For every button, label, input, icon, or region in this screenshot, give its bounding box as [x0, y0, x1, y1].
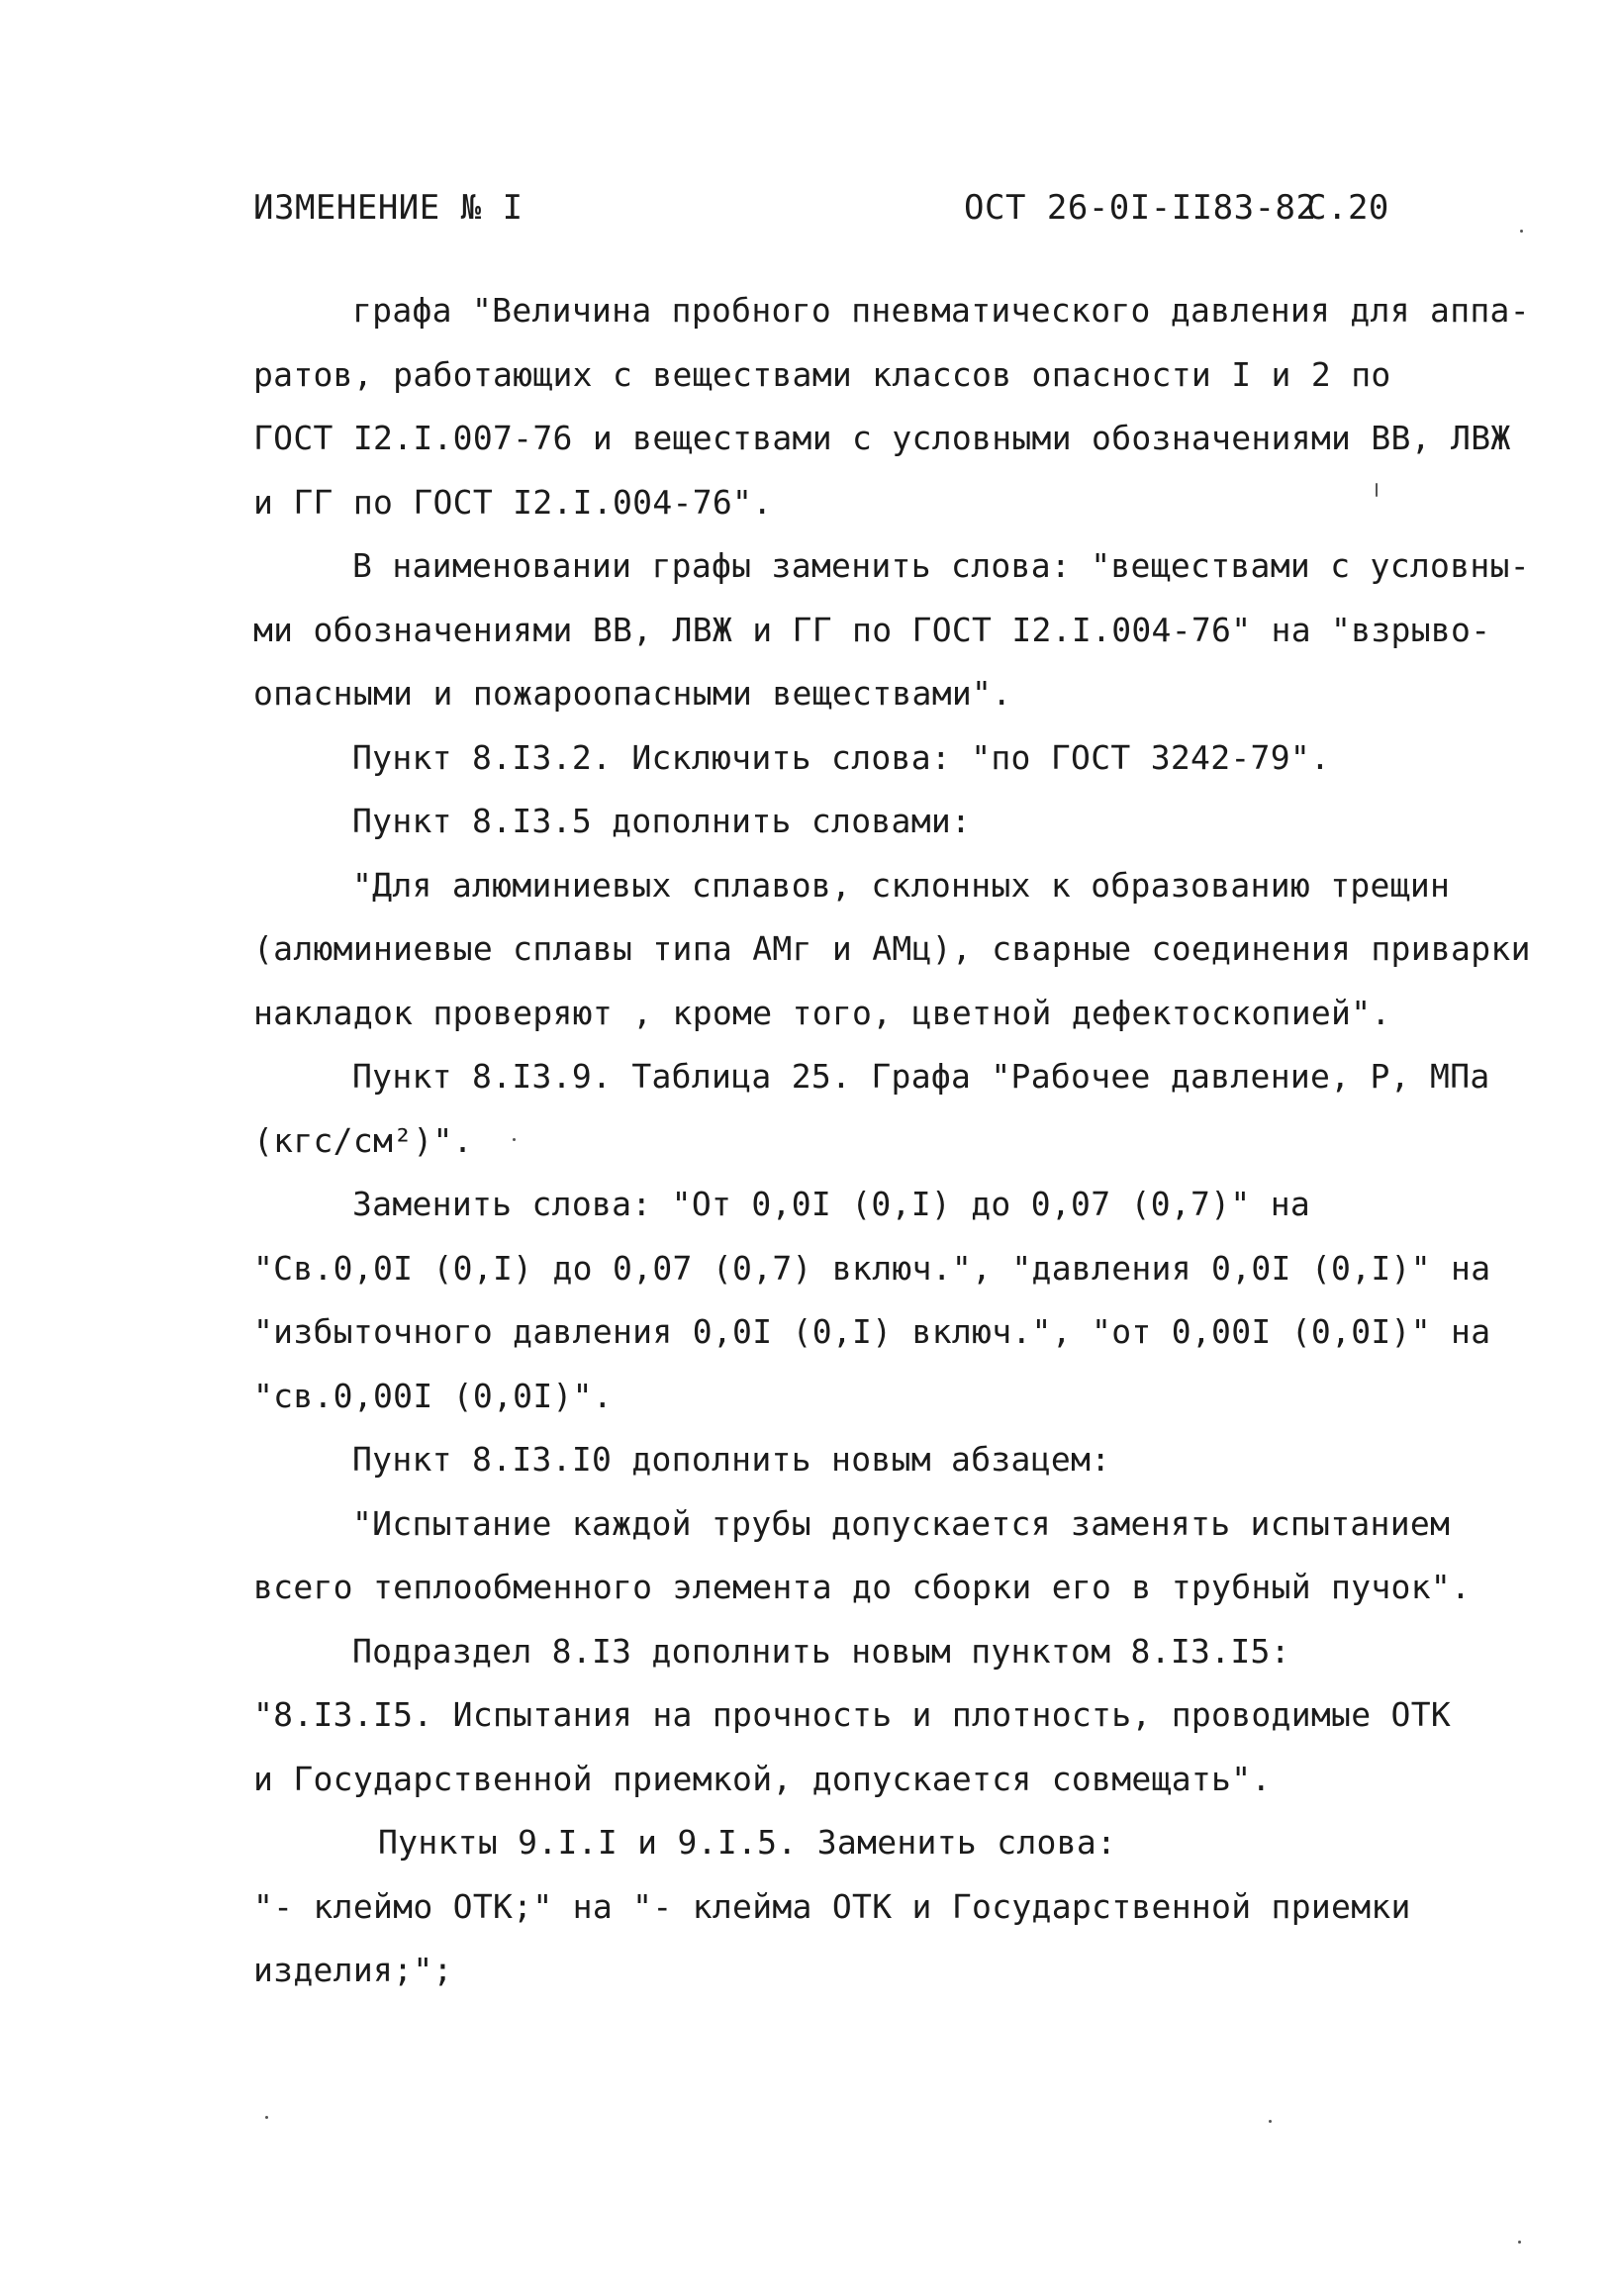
- text-line: Пункты 9.I.I и 9.I.5. Заменить слова:: [378, 1823, 1117, 1862]
- text-line: опасными и пожароопасными веществами".: [253, 674, 1012, 713]
- text-line: (алюминиевые сплавы типа АМг и АМц), сварные соединения приварки: [253, 929, 1531, 968]
- text-line: ратов, работающих с веществами классов опасности I и 2 по: [253, 354, 1391, 394]
- text-line: "Св.0,0I (0,I) до 0,07 (0,7) включ.", "давления 0,0I (0,I)" на: [253, 1248, 1491, 1288]
- scan-speck: [513, 1138, 516, 1141]
- text-line: Пункт 8.I3.5 дополнить словами:: [352, 802, 972, 840]
- text-line: изделия;";: [253, 1951, 453, 1989]
- text-line: "Для алюминиевых сплавов, склонных к образованию трещин: [352, 865, 1451, 905]
- scan-speck: [265, 2116, 268, 2119]
- page-header: [253, 178, 1480, 238]
- text-line: "Испытание каждой трубы допускается заменять испытанием: [352, 1503, 1451, 1543]
- text-line: "избыточного давления 0,0I (0,I) включ.", "от 0,00I (0,0I)" на: [253, 1312, 1491, 1351]
- scan-speck: [1376, 483, 1378, 497]
- text-line: (кгс/см²)".: [253, 1120, 473, 1160]
- document-body: [253, 279, 1540, 2003]
- text-line: В наименовании графы заменить слова: "веществами с условны-: [352, 546, 1530, 585]
- text-line: "- клеймо ОТК;" на "- клейма ОТК и Государственной приемки: [253, 1886, 1411, 1926]
- scan-speck: [1520, 230, 1523, 233]
- text-line: Пункт 8.I3.2. Исключить слова: "по ГОСТ 3242-79".: [352, 737, 1331, 777]
- scan-speck: [1518, 2241, 1521, 2244]
- text-line: графа "Величина пробного пневматического давления для аппа-: [352, 291, 1530, 330]
- text-line: накладок проверяют , кроме того, цветной дефектоскопией".: [253, 993, 1391, 1032]
- text-line: Пункт 8.I3.9. Таблица 25. Графа "Рабочее давление, Р, МПа: [352, 1057, 1490, 1096]
- text-line: Заменить слова: "От 0,0I (0,I) до 0,07 (0,7)" на: [352, 1185, 1311, 1223]
- text-line: ГОСТ I2.I.007-76 и веществами с условными обозначениями ВВ, ЛВЖ: [253, 419, 1511, 457]
- scan-speck: [1269, 2120, 1272, 2123]
- text-line: ми обозначениями ВВ, ЛВЖ и ГГ по ГОСТ I2.I.004-76" на "взрыво-: [253, 610, 1491, 649]
- text-line: Подраздел 8.I3 дополнить новым пунктом 8.I3.I5:: [352, 1631, 1290, 1671]
- text-line: "св.0,00I (0,0I)".: [253, 1376, 614, 1415]
- text-line: всего теплообменного элемента до сборки его в трубный пучок".: [253, 1568, 1472, 1606]
- text-line: "8.I3.I5. Испытания на прочность и плотность, проводимые ОТК: [253, 1695, 1452, 1734]
- page-number: С.20: [1306, 188, 1389, 228]
- change-label: ИЗМЕНЕНИЕ № I: [253, 188, 524, 228]
- text-line: Пункт 8.I3.I0 дополнить новым абзацем:: [352, 1440, 1111, 1479]
- text-line: и Государственной приемкой, допускается совмещать".: [253, 1759, 1272, 1798]
- document-number: ОСТ 26-0I-II83-82: [964, 188, 1317, 228]
- text-line: и ГГ по ГОСТ I2.I.004-76".: [253, 482, 773, 522]
